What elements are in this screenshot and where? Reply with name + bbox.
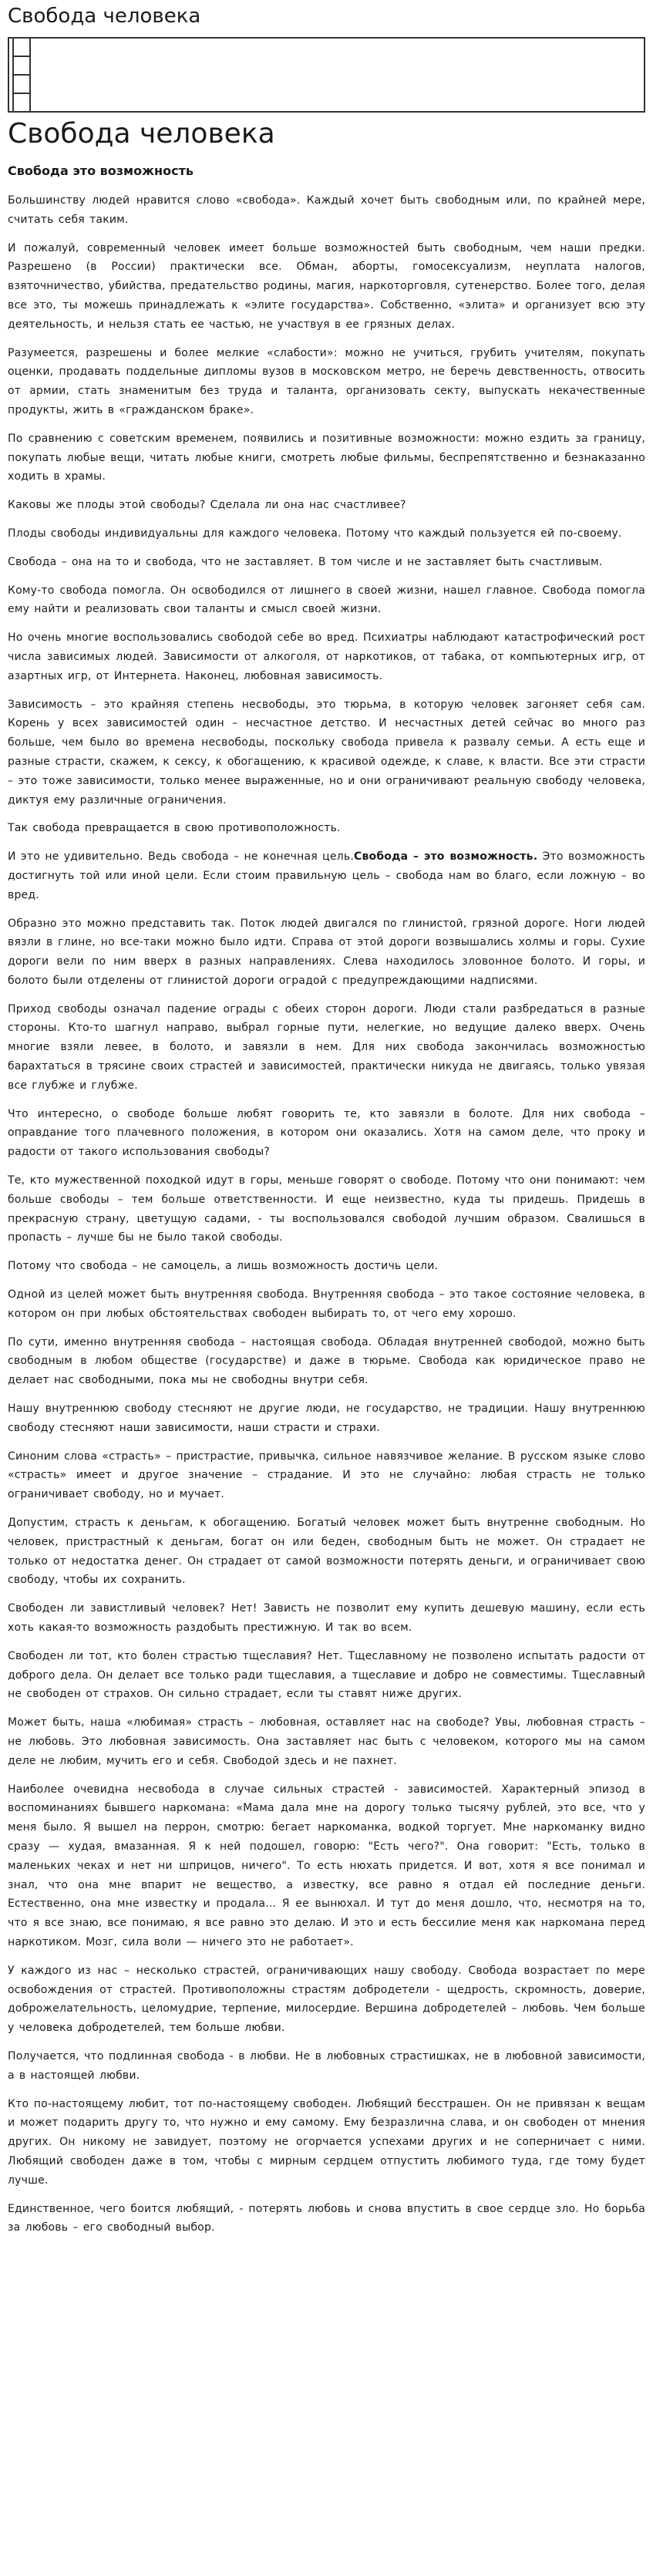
paragraph: Каковы же плоды этой свободы? Сделала ли она нас счастливее? — [8, 499, 406, 512]
toolbar-rail — [12, 39, 31, 111]
paragraph: Одной из целей может быть внутренняя свобода. Внутренняя свобода – это такое состояние человека, в котором он при любых обстоятельствах свободен выбирать то, от чего ему хорошо. — [8, 1288, 645, 1320]
paragraph-text: И это не удивительно. Ведь свобода – не конечная цель. — [8, 850, 354, 864]
toolbar-cell[interactable] — [14, 94, 29, 113]
paragraph: Свобода – она на то и свобода, что не заставляет. В том числе и не заставляет быть счастливым. — [8, 555, 603, 568]
emphasis-text: Свобода – это возможность. — [353, 850, 538, 864]
paragraph: Но очень многие воспользовались свободой себе во вред. Психиатры наблюдают катастрофический рост числа зависимых людей. Зависимости от алкоголя, от наркотиков, от табака, от компьютерных игр, от азартных игр, от Интернета. Наконец, любовная зависимость. — [8, 631, 645, 682]
paragraph: Допустим, страсть к деньгам, к обогащению. Богатый человек может быть внутренне свободным. Но человек, пристрастный к деньгам, богат он или беден, свободным быть не может. Он страдает не только от недостатка денег. Он страдает от самой возможности потерять деньги, и ограничивает свою свободу, чтобы их сохранить. — [8, 1517, 645, 1587]
paragraph: Синоним слова «страсть» – пристрастие, привычка, сильное навязчивое желание. В русском языке слово «страсть» имеет и другое значение – страдание. И это не случайно: любая страсть не только ограничивает свободу, но и мучает. — [8, 1450, 645, 1501]
paragraph-with-emphasis — [8, 847, 645, 904]
article-body — [8, 191, 645, 2238]
paragraph: Может быть, наша «любимая» страсть – любовная, оставляет нас на свободе? Увы, любовная страсть – не любовь. Это любовная зависимость. Она заставляет нас быть с человеком, которого мы на самом деле не любим, мучить его и себя. Свободой здесь и не пахнет. — [8, 1716, 645, 1767]
paragraph: Те, кто мужественной походкой идут в горы, меньше говорят о свободе. Потому что они понимают: чем больше свободы – тем больше ответственности. И еще неизвестно, куда ты придешь. Придешь в прекрасную страну, цветущую садами, - ты воспользовался свободой лучшим образом. Свалишься в пропасть – лучше бы не было такой свободы. — [8, 1174, 645, 1244]
paragraph: Так свобода превращается в свою противоположность. — [8, 822, 341, 835]
paragraph: Образно это можно представить так. Поток людей двигался по глинистой, грязной дороге. Ноги людей вязли в глине, но все-таки можно было идти. Справа от этой дороги возвышались холмы и горы. Сухие дороги вели по ним вверх в разных направлениях. Слева находилось зловонное болото. И горы, и болото были отделены от глинистой дороги оградой с предупреждающими надписями. — [8, 917, 645, 987]
paragraph: Кому-то свобода помогла. Он освободился от лишнего в своей жизни, нашел главное. Свобода помогла ему найти и реализовать свои таланты и смысл своей жизни. — [8, 584, 645, 616]
paragraph: Разумеется, разрешены и более мелкие «слабости»: можно не учиться, грубить учителям, покупать оценки, продавать поддельные дипломы вузов в московском метро, не беречь девственность, отвосить от армии, стать знаменитым без труда и таланта, организовать секту, выпускать некачественные продукты, жить в «гражданском браке». — [8, 346, 645, 416]
paragraph: Зависимость – это крайняя степень несвободы, это тюрьма, в которую человек загоняет себя сам. Корень у всех зависимостей один – несчастное детство. И несчастных детей сейчас во много раз больше, чем было во времена несвободы, поскольку свобода привела к развалу семьи. А есть еще и разные страсти, скажем, к сексу, к обогащению, к красивой одежде, к славе, к власти. Все эти страсти – это тоже зависимости, только менее выраженные, но и они ограничивают реальную свободу человека, диктуя ему различные ограничения. — [8, 698, 645, 806]
paragraph-text: Это возможность достигнуть той или иной цели. Если стоим правильную цель – свобода нам во благо, если ложную – во вред. — [8, 850, 645, 901]
paragraph: Приход свободы означал падение ограды с обеих сторон дороги. Люди стали разбредаться в разные стороны. Кто-то шагнул направо, выбрал горные пути, нелегкие, но ведущие далеко вверх. Очень многие взяли левее, в болото, и завязли в нем. Для них свобода закончилась возможностью барахтаться в трясине своих страстей и зависимостей, практически никуда не двигаясь, только увязая все глубже и глубже. — [8, 1002, 645, 1092]
paragraph: Нашу внутреннюю свободу стесняют не другие люди, не государство, не традиции. Нашу внутреннюю свободу стесняют наши зависимости, наши страсти и страхи. — [8, 1402, 645, 1434]
toolbar-cell[interactable] — [14, 57, 29, 76]
paragraph: И пожалуй, современный человек имеет больше возможностей быть свободным, чем наши предки. Разрешено (в России) практически все. Обман, аборты, гомосексуализм, неуплата налогов, взяточничество, убийства, предательство родины, магия, наркоторговля, сутенерство. Более того, делая все это, ты можешь принадлежать к «элите государства». Собственно, «элита» и организует всю эту деятельность, и нельзя стать ее частью, не участвуя в ее грязных делах. — [8, 241, 645, 331]
paragraph: Свободен ли завистливый человек? Нет! Зависть не позволит ему купить дешевую машину, если есть хоть какая-то возможность раздобыть престижную. И так во всем. — [8, 1602, 645, 1634]
toolbar-box — [8, 37, 645, 113]
page-title: Свобода человека — [8, 118, 275, 150]
paragraph: Что интересно, о свободе больше любят говорить те, кто завязли в болоте. Для них свобода – оправдание того плачевного положения, в котором они оказались. Хотя на самом деле, что проку и радости от такого использования свободы? — [8, 1107, 645, 1159]
section-heading: Свобода это возможность — [8, 163, 194, 178]
paragraph: Наиболее очевидна несвобода в случае сильных страстей - зависимостей. Характерный эпизод в воспоминаниях бывшего наркомана: «Мама дала мне на дорогу только тысячу рублей, это все, что у меня было. Я вышел на перрон, смотрю: бегает наркоманка, водкой торгует. Мне наркоманку видно сразу — худая, вмазанная. Я к ней подошел, говорю: "Есть чего?". Она говорит: "Есть, только в маленьких чеках и нет ни шприцов, ничего". То есть нюхать придется. И вот, хотя я все понимал и знал, что она мне впарит не вещество, а известку, все равно я отдал ей последние деньги. Естественно, она мне известку и продала... Я ее вынюхал. И тут до меня дошло, что, несмотря на то, что я все знаю, все понимаю, я все равно это делаю. И это и есть бессилие меня как наркомана перед наркотиком. Мозг, сила воли — ничего это не работает». — [8, 1783, 645, 1948]
paragraph: По сути, именно внутренняя свобода – настоящая свобода. Обладая внутренней свободой, можно быть свободным в любом обществе (государстве) и даже в тюрьме. Свобода как юридическое право не делает нас свободными, пока мы не свободны внутри себя. — [8, 1335, 645, 1387]
paragraph: У каждого из нас – несколько страстей, ограничивающих нашу свободу. Свобода возрастает по мере освобождения от страстей. Противоположны страстям добродетели - щедрость, скромность, доверие, доброжелательность, целомудрие, терпение, милосердие. Вершина добродетелей – любовь. Чем больше у человека добродетелей, тем больше любви. — [8, 1964, 645, 2035]
page — [0, 3, 653, 2238]
paragraph: Единственное, чего боится любящий, - потерять любовь и снова впустить в свое сердце зло. Но борьба за любовь – его свободный выбор. — [8, 2202, 645, 2234]
toolbar-cell[interactable] — [14, 39, 29, 57]
paragraph: Кто по-настоящему любит, тот по-настоящему свободен. Любящий бесстрашен. Он не привязан к вещам и может подарить другу то, что нужно и ему самому. Ему безразлична слава, и он свободен от мнения других. Он никому не завидует, поэтому не огорчается успехами других и не соперничает с ними. Любящий свободен даже в том, чтобы с мирным сердцем отпустить любимого туда, где тому будет лучше. — [8, 2097, 645, 2187]
paragraph: Плоды свободы индивидуальны для каждого человека. Потому что каждый пользуется ей по-своему. — [8, 527, 622, 540]
paragraph: Потому что свобода – не самоцель, а лишь возможность достичь цели. — [8, 1260, 439, 1273]
tab-title: Свобода человека — [8, 5, 201, 28]
paragraph: Получается, что подлинная свобода - в любви. Не в любовных страстишках, не в любовной зависимости, а в настоящей любви. — [8, 2049, 645, 2082]
paragraph: По сравнению с советским временем, появились и позитивные возможности: можно ездить за границу, покупать любые вещи, читать любые книги, смотреть любые фильмы, беспрепятственно и безнаказанно ходить в храмы. — [8, 432, 645, 483]
paragraph: Свободен ли тот, кто болен страстью тщеславия? Нет. Тщеславному не позволено испытать радости от доброго дела. Он делает все только ради тщеславия, а тщеславие и добро не совместимы. Тщеславный не свободен от страхов. Он сильно страдает, если ты ставят ниже других. — [8, 1649, 645, 1701]
paragraph: Большинству людей нравится слово «свобода». Каждый хочет быть свободным или, по крайней мере, считать себя таким. — [8, 194, 645, 226]
toolbar-cell[interactable] — [14, 76, 29, 94]
